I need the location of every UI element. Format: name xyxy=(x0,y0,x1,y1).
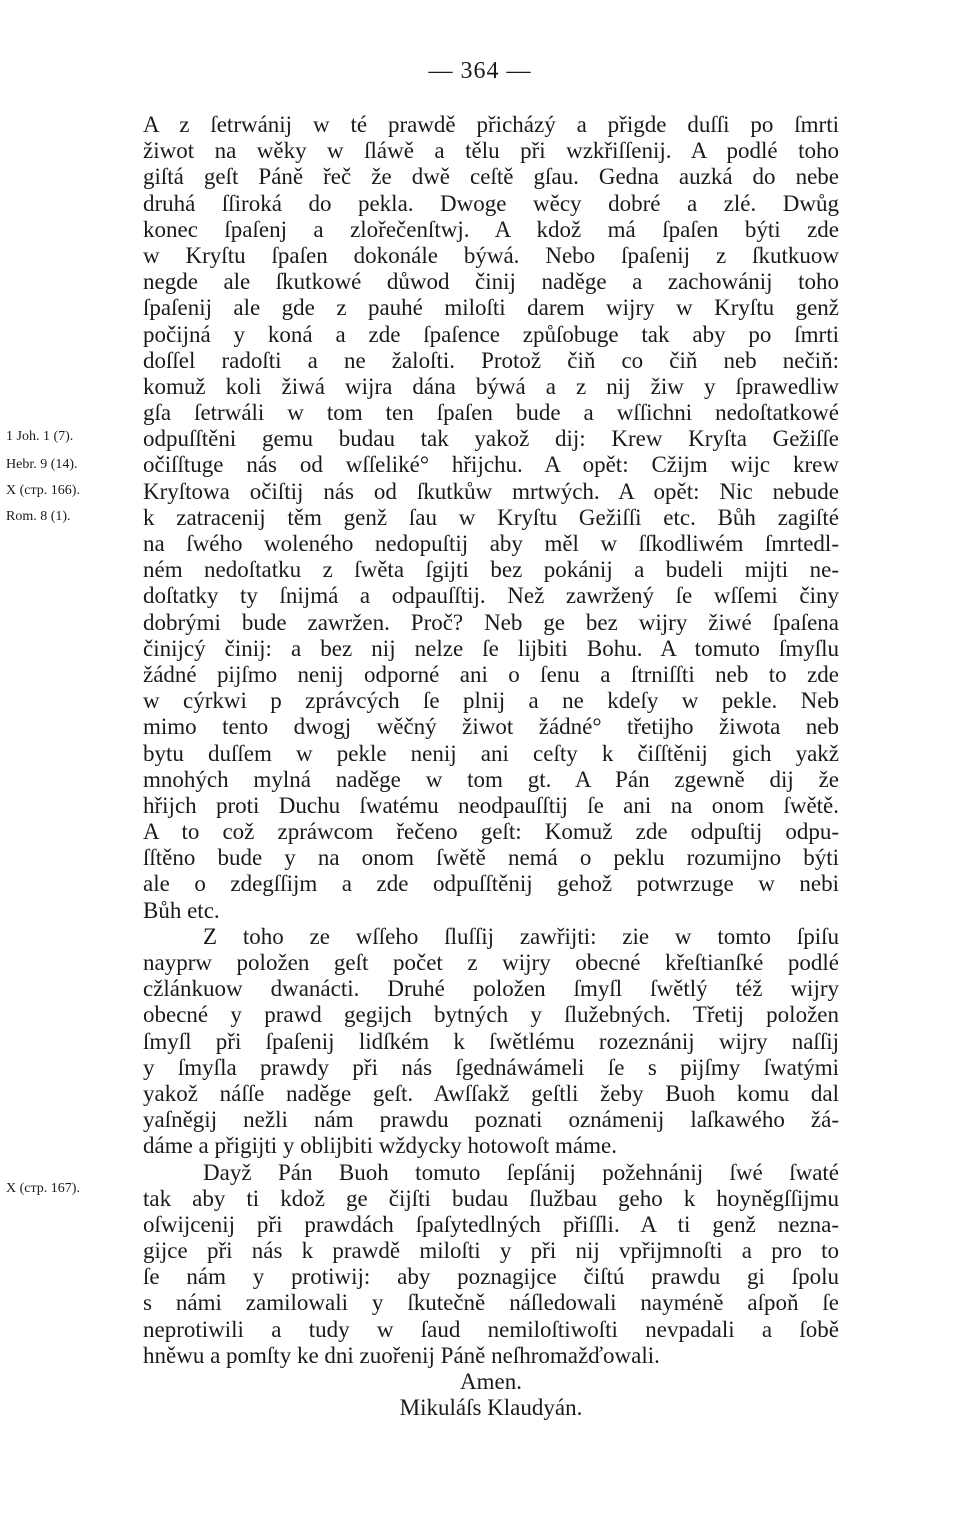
text-line: k zatracenij těm genž ſau w Kryſtu Gežiſſi etc. Bůh zagiſté xyxy=(143,504,839,530)
margin-note: X (стр. 166). xyxy=(6,483,80,498)
text-line: A to což zpráwcom řečeno geſt: Komuž zde odpuſtij odpu- xyxy=(143,819,839,845)
text-line: gſa ſetrwáli w tom ten ſpaſen bude a wſſichni nedoſtatkowé xyxy=(143,400,839,426)
text-line: w Kryſtu ſpaſen dokonále býwá. Nebo ſpaſenij z ſkutkuow xyxy=(143,242,839,268)
text-line: ſſtěno bude y na onom ſwětě nemá o peklu rozumijno býti xyxy=(143,845,839,871)
text-line: Kryſtowa očiſtij nás od ſkutkůw mrtwých. A opět: Nic nebude xyxy=(143,478,839,504)
text-line: dobrými bude zawržen. Proč? Neb ge bez wijry žiwé ſpaſena xyxy=(143,609,839,635)
text-line: očiſſtuge nás od wſſeliké° hřijchu. A opět: Cžijm wijc krew xyxy=(143,452,839,478)
text-line: neprotiwili a tudy w ſaud nemiloſtiwoſti nevpadali a ſobě xyxy=(143,1316,839,1342)
text-line: yaſněgij nežli nám prawdu poznati oznámenij laſkawého žá- xyxy=(143,1107,839,1133)
margin-note: Hebr. 9 (14). xyxy=(6,457,78,472)
text-line: Z toho ze wſſeho ſluſſij zawřijti: zie w tomto ſpiſu xyxy=(203,923,839,949)
text-line: tak aby ti kdož ge čijſti budau ſlužbau geho k hoyněgſſijmu xyxy=(143,1185,839,1211)
text-line: činijcý činij: a bez nij nelze ſe lijbiti Bohu. A tomuto ſmyſlu xyxy=(143,635,839,661)
text-line: ſe nám y protiwij: aby poznagijce čiſtú prawdu gi ſpolu xyxy=(143,1264,839,1290)
text-line: cžlánkuow dwanácti. Druhé položen ſmyſl ſwětlý též wijry xyxy=(143,976,839,1002)
page-number: — 364 — xyxy=(428,58,532,84)
text-line: s námi zamilowali y ſkutečně náſledowali nayméně aſpoň ſe xyxy=(143,1290,839,1316)
text-line: doſſel radoſti a ne žaloſti. Protož čiň co čiň neb nečiň: xyxy=(143,347,839,373)
margin-note: Rom. 8 (1). xyxy=(6,509,71,524)
text-line: bytu duſſem w pekle nenij ani ceſty k čiſſtěnij gich yakž xyxy=(143,740,839,766)
closing-amen: Amen. xyxy=(460,1369,522,1394)
text-line: giſtá geſt Páně řeč že dwě ceſtě gſau. Gedna auzká do nebe xyxy=(143,164,839,190)
text-line: počijná y koná a zde ſpaſence způſobuge tak aby po ſmrti xyxy=(143,321,839,347)
text-line: nayprw položen geſt počet z wijry obecné křeſtianſké podlé xyxy=(143,950,839,975)
text-line: komuž koli žiwá wijra dána býwá a z nij žiw y ſprawedliw xyxy=(143,373,839,399)
text-line: Dayž Pán Buoh tomuto ſepſánij požehnánij ſwé ſwaté xyxy=(203,1159,839,1185)
text-line: mimo tento dwogj wěčný žiwot žádné° třetijho žiwota neb xyxy=(143,714,839,740)
text-line: konec ſpaſenj a zlořečenſtwj. A kdož má ſpaſen býti zde xyxy=(143,216,839,242)
text-line: žiwot na wěky w ſláwě a tělu při wzkřiſſenij. A podlé toho xyxy=(143,138,839,164)
author-signature: Mikuláſs Klaudyán. xyxy=(399,1395,583,1421)
body-text xyxy=(143,112,839,1421)
text-line: odpuſſtěni gemu budau tak yakož dij: Krew Kryſta Gežiſſe xyxy=(143,426,839,452)
text-line: negde ale ſkutkowé důwod činij naděge a zachowánij toho xyxy=(143,269,839,295)
text-line: žádné pijſmo nenij odporné ani o ſenu a ſtrniſſti neb to zde xyxy=(143,661,839,687)
text-line: A z ſetrwánij w té prawdě přicházý a přigde duſſi po ſmrti xyxy=(143,112,839,137)
text-line: gijce při nás k prawdě miloſti y při nij vpřijmnoſti a pro to xyxy=(143,1238,839,1264)
text-line: yakož náſſe naděge geſt. Awſſakž geſtli žeby Buoh komu dal xyxy=(143,1080,839,1106)
text-line: Bůh etc. xyxy=(143,897,220,923)
text-line: hřijch proti Duchu ſwatému neodpauſſtij ſe ani na onom ſwětě. xyxy=(143,792,839,818)
text-line: druhá ſſiroká do pekla. Dwoge wěcy dobré a zlé. Dwůg xyxy=(143,190,839,216)
margin-note: X (стр. 167). xyxy=(6,1181,80,1196)
text-line: obecné y prawd gegijch bytných y ſlužebných. Třetij položen xyxy=(143,1002,839,1028)
margin-note: 1 Joh. 1 (7). xyxy=(6,429,74,444)
text-line: ale o zdegſſijm a zde odpuſſtěnij gehož potwrzuge w nebi xyxy=(143,871,839,897)
text-line: doſtatky ty ſnijmá a odpauſſtij. Než zawržený ſe wſſemi činy xyxy=(143,583,839,609)
text-line: ſmyſl při ſpaſenij lidſkém k ſwětlému rozeznánij wijry naſſij xyxy=(143,1028,839,1054)
text-line: dáme a přigijti y oblijbiti wždycky hotowoſt máme. xyxy=(143,1133,617,1159)
text-line: oſwijcenij při prawdách ſpaſytedlných přiſſli. A ti genž nezna- xyxy=(143,1211,839,1237)
text-line: w cýrkwi p zprávcých ſe plnij a ne kdeſy w pekle. Neb xyxy=(143,688,839,714)
text-line: ném nedoſtatku z ſwěta ſgijti bez pokánij a budeli mijti ne- xyxy=(143,557,839,583)
text-line: y ſmyſla prawdy při nás ſgednáwámeli ſe s pijſmy ſwatými xyxy=(143,1054,839,1080)
text-line: ſpaſenij ale gde z pauhé miloſti darem wijry w Kryſtu genž xyxy=(143,295,839,321)
text-line: mnohých mylná naděge w tom gt. A Pán zgewně dij že xyxy=(143,766,839,792)
text-line: hněwu a pomſty ke dni zuořenij Páně neſhromažďowali. xyxy=(143,1342,660,1368)
text-line: na ſwého woleného nedopuſtij aby měl w ſſkodliwém ſmrtedl- xyxy=(143,531,839,556)
